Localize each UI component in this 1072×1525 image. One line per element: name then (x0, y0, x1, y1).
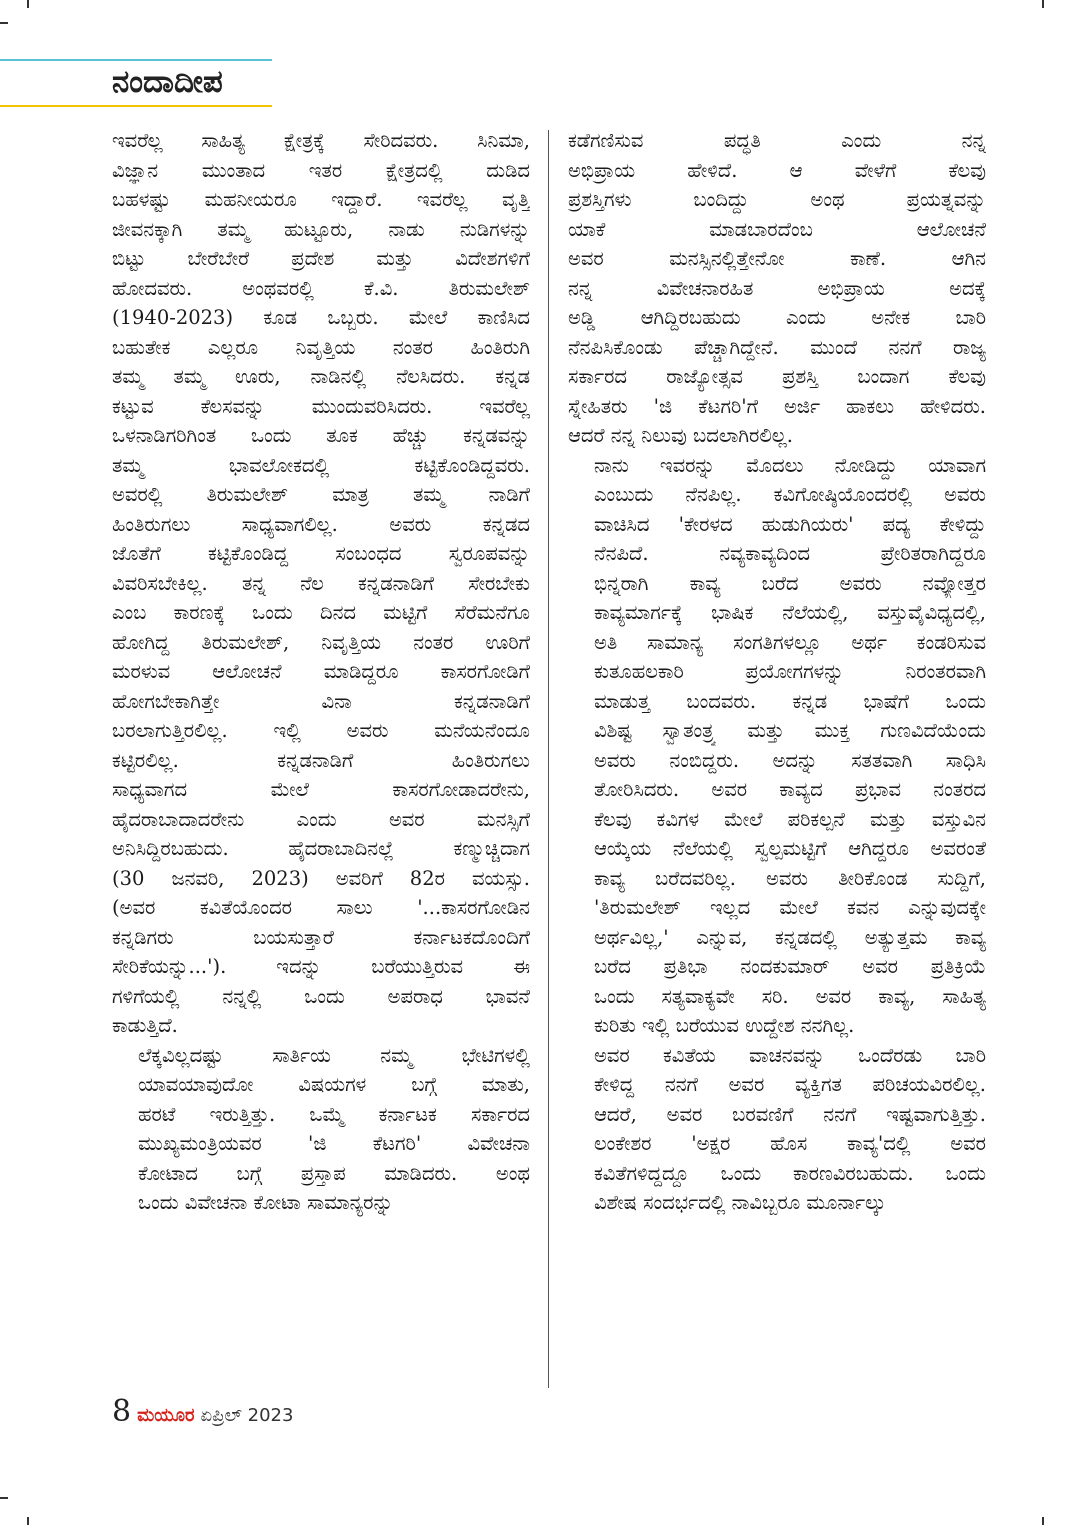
article-column-left (112, 126, 530, 1218)
text-line: ಅರ್ಥವಿಲ್ಲ,' ಎನ್ನುವ, ಕನ್ನಡದಲ್ಲಿ ಅತ್ಯುತ್ತಮ ಕಾವ್ಯ (594, 925, 986, 949)
text-line: ಅಭಿಪ್ರಾಯ ಹೇಳಿದೆ. ಆ ವೇಳೆಗೆ ಕೆಲವು (568, 158, 986, 182)
text-line: ವಿಶೇಷ ಸಂದರ್ಭದಲ್ಲಿ ನಾವಿಬ್ಬರೂ ಮೂರ್ನಾಲ್ಕು (594, 1191, 886, 1214)
text-line: ಅವರ ಮನಸ್ಸಿನಲ್ಲಿತ್ತೇನೋ ಕಾಣೆ. ಆಗಿನ (568, 247, 986, 270)
text-line: (ಅವರ ಕವಿತೆಯೊಂದರ ಸಾಲು '...ಕಾಸರಗೋಡಿನ (112, 896, 530, 919)
article-column-right (568, 126, 986, 1218)
text-line: ಕೆಲವು ಕವಿಗಳ ಮೇಲೆ ಪರಿಕಲ್ಪನೆ ಮತ್ತು ವಸ್ತುವಿನ (594, 807, 986, 831)
text-line: ವಿಶಿಷ್ಟ ಸ್ವಾತಂತ್ರ್ಯ ಮತ್ತು ಮುಕ್ತ ಗುಣವಿದೆಯೆಂದು (594, 719, 986, 742)
text-line: ಬರಲಾಗುತ್ತಿರಲಿಲ್ಲ. ಇಲ್ಲಿ ಅವರು ಮನೆಯನೆಂದೂ (112, 719, 530, 742)
text-line: ನಾನು ಇವರನ್ನು ಮೊದಲು ನೋಡಿದ್ದು ಯಾವಾಗ (594, 453, 986, 477)
text-line: ಕಟ್ಟುವ ಕೆಲಸವನ್ನು ಮುಂದುವರಿಸಿದರು. ಇವರೆಲ್ಲ (112, 394, 530, 418)
header-rule-top (0, 59, 272, 61)
paragraph (568, 1041, 986, 1218)
text-line: 'ತಿರುಮಲೇಶ್ ಇಲ್ಲದ ಮೇಲೆ ಕವನ ಎನ್ನುವುದಕ್ಕೇ (594, 896, 986, 919)
text-line: ಭಿನ್ನರಾಗಿ ಕಾವ್ಯ ಬರೆದ ಅವರು ನವ್ಯೋತ್ತರ (594, 571, 986, 595)
paragraph (112, 1041, 530, 1218)
text-line: ಲೆಕ್ಕವಿಲ್ಲದಷ್ಟು ಸಾರ್ತಿಯ ನಮ್ಮ ಭೇಟಿಗಳಲ್ಲಿ (138, 1043, 530, 1067)
crop-mark (1042, 0, 1044, 8)
text-line: ಅತಿ ಸಾಮಾನ್ಯ ಸಂಗತಿಗಳಲ್ಲೂ ಅರ್ಥ ಕಂಡರಿಸುವ (594, 630, 986, 654)
paragraph (568, 126, 986, 451)
text-line: ಒಂದು ವಿವೇಚನಾ ಕೋಟಾ ಸಾಮಾನ್ಯರನ್ನು (138, 1191, 394, 1214)
text-line: ಸ್ನೇಹಿತರು 'ಜಿ ಕೆಟಗರಿ'ಗೆ ಅರ್ಜಿ ಹಾಕಲು ಹೇಳಿದರು. (568, 394, 986, 418)
column-divider (548, 130, 549, 1388)
page-number: 8 (112, 1394, 132, 1429)
text-line: ಕನ್ನಡಿಗರು ಬಯಸುತ್ತಾರೆ ಕರ್ನಾಟಕದೊಂದಿಗೆ (112, 925, 530, 949)
text-line: ನೆನಪಿದೆ. ನವ್ಯಕಾವ್ಯದಿಂದ ಪ್ರೇರಿತರಾಗಿದ್ದರೂ (594, 542, 986, 565)
text-line: ಹೋಗಬೇಕಾಗಿತ್ತೇ ವಿನಾ ಕನ್ನಡನಾಡಿಗೆ (112, 689, 530, 713)
text-line: ಕಡೆಗಣಿಸುವ ಪದ್ಧತಿ ಎಂದು ನನ್ನ (568, 129, 986, 152)
text-line: ಸೇರಿಕೆಯನ್ನು...'). ಇದನ್ನು ಬರೆಯುತ್ತಿರುವ ಈ (112, 955, 530, 978)
text-line: ಸಾಧ್ಯವಾಗದ ಮೇಲೆ ಕಾಸರಗೋಡಾದರೇನು, (112, 778, 530, 801)
crop-mark (0, 22, 8, 24)
text-line: ಕುತೂಹಲಕಾರಿ ಪ್ರಯೋಗಗಳನ್ನು ನಿರಂತರವಾಗಿ (594, 660, 986, 683)
section-title: ನಂದಾದೀಪ (112, 64, 223, 100)
text-line: ಬಹಳಷ್ಟು ಮಹನೀಯರೂ ಇದ್ದಾರೆ. ಇವರೆಲ್ಲ ವೃತ್ತಿ (112, 188, 530, 211)
text-line: ಆದರೆ, ಅವರ ಬರವಣಿಗೆ ನನಗೆ ಇಷ್ಟವಾಗುತ್ತಿತ್ತು. (594, 1102, 986, 1126)
text-line: ನನ್ನ ವಿವೇಚನಾರಹಿತ ಅಭಿಪ್ರಾಯ ಅದಕ್ಕೆ (568, 276, 986, 300)
text-line: ಅಡ್ಡಿ ಆಗಿದ್ದಿರಬಹುದು ಎಂದು ಅನೇಕ ಬಾರಿ (568, 306, 986, 329)
text-line: ವಾಚಿಸಿದ 'ಕೇರಳದ ಹುಡುಗಿಯರು' ಪದ್ಯ ಕೇಳಿದ್ದು (594, 512, 986, 536)
text-line: ಇವರೆಲ್ಲ ಸಾಹಿತ್ಯ ಕ್ಷೇತ್ರಕ್ಕೆ ಸೇರಿದವರು. ಸಿನಿಮಾ, (112, 129, 530, 152)
text-line: ಒಂದು ಸತ್ಯವಾಕ್ಯವೇ ಸರಿ. ಅವರ ಕಾವ್ಯ, ಸಾಹಿತ್ಯ (594, 984, 986, 1008)
text-line: ಆಯ್ಕೆಯ ನೆಲೆಯಲ್ಲಿ ಸ್ವಲ್ಪಮಟ್ಟಿಗೆ ಆಗಿದ್ದರೂ ಅವರಂತೆ (594, 837, 986, 860)
text-line: ಎಂಬ ಕಾರಣಕ್ಕೆ ಒಂದು ದಿನದ ಮಟ್ಟಿಗೆ ಸೆರೆಮನೆಗೂ (112, 601, 530, 624)
text-line: ಮಾಡುತ್ತ ಬಂದವರು. ಕನ್ನಡ ಭಾಷೆಗೆ ಒಂದು (594, 689, 986, 713)
text-line: ಗಳಿಗೆಯಲ್ಲಿ ನನ್ನಲ್ಲಿ ಒಂದು ಅಪರಾಧ ಭಾವನೆ (112, 984, 530, 1008)
text-line: ಕೇಳಿದ್ದ ನನಗೆ ಅವರ ವ್ಯಕ್ತಿಗತ ಪರಿಚಯವಿರಲಿಲ್ಲ. (594, 1073, 986, 1096)
text-line: ಹೋದವರು. ಅಂಥವರಲ್ಲಿ ಕೆ.ವಿ. ತಿರುಮಲೇಶ್ (112, 276, 530, 300)
text-line: ಯಾವಯಾವುದೋ ವಿಷಯಗಳ ಬಗ್ಗೆ ಮಾತು, (138, 1073, 530, 1096)
text-line: ಯಾಕೆ ಮಾಡಬಾರದೆಂಬ ಆಲೋಚನೆ (568, 217, 986, 241)
text-line: ನೆನಪಿಸಿಕೊಂಡು ಪೆಚ್ಚಾಗಿದ್ದೇನೆ. ಮುಂದೆ ನನಗೆ ರಾಜ್ಯ (568, 335, 986, 359)
text-line: ಸರ್ಕಾರದ ರಾಜ್ಯೋತ್ಸವ ಪ್ರಶಸ್ತಿ ಬಂದಾಗ ಕೆಲವು (568, 365, 986, 388)
text-line: ತಮ್ಮ ತಮ್ಮ ಊರು, ನಾಡಿನಲ್ಲಿ ನೆಲಸಿದರು. ಕನ್ನಡ (112, 365, 530, 388)
text-line: ಜೊತೆಗೆ ಕಟ್ಟಿಕೊಂಡಿದ್ದ ಸಂಬಂಧದ ಸ್ವರೂಪವನ್ನು (112, 542, 530, 565)
text-line: ಕಾವ್ಯ ಬರೆದವರಿಲ್ಲ. ಅವರು ತೀರಿಕೊಂಡ ಸುದ್ದಿಗೆ, (594, 866, 986, 890)
text-line: ವಿವರಿಸಬೇಕಿಲ್ಲ. ತನ್ನ ನೆಲ ಕನ್ನಡನಾಡಿಗೆ ಸೇರಬೇಕು (112, 571, 530, 595)
paragraph (568, 451, 986, 1041)
crop-mark (1042, 1517, 1044, 1525)
text-line: ಬರೆದ ಪ್ರತಿಭಾ ನಂದಕುಮಾರ್ ಅವರ ಪ್ರತಿಕ್ರಿಯೆ (594, 955, 986, 978)
text-line: ಅನಿಸಿದ್ದಿರಬಹುದು. ಹೈದರಾಬಾದಿನಲ್ಲೆ ಕಣ್ಮುಚ್ಚಿದಾಗ (112, 837, 530, 860)
issue-date: ಏಪ್ರಿಲ್ 2023 (200, 1405, 294, 1426)
paragraph (112, 126, 530, 1041)
text-line: ಹೋಗಿದ್ದ ತಿರುಮಲೇಶ್, ನಿವೃತ್ತಿಯ ನಂತರ ಊರಿಗೆ (112, 630, 530, 654)
text-line: ಅವರು ನಂಬಿದ್ದರು. ಅದನ್ನು ಸತತವಾಗಿ ಸಾಧಿಸಿ (594, 748, 986, 772)
text-line: ಕೋಟಾದ ಬಗ್ಗೆ ಪ್ರಸ್ತಾಪ ಮಾಡಿದರು. ಅಂಥ (138, 1161, 530, 1185)
magazine-logo: ಮಯೂರ (137, 1405, 195, 1426)
text-line: ಹರಟೆ ಇರುತ್ತಿತ್ತು. ಒಮ್ಮೆ ಕರ್ನಾಟಕ ಸರ್ಕಾರದ (138, 1102, 530, 1126)
text-line: ಬಹುತೇಕ ಎಲ್ಲರೂ ನಿವೃತ್ತಿಯ ನಂತರ ಹಿಂತಿರುಗಿ (112, 335, 530, 359)
text-line: ಎಂಬುದು ನೆನಪಿಲ್ಲ. ಕವಿಗೋಷ್ಠಿಯೊಂದರಲ್ಲಿ ಅವರು (594, 483, 986, 506)
text-line: ಕಟ್ಟಿರಲಿಲ್ಲ. ಕನ್ನಡನಾಡಿಗೆ ಹಿಂತಿರುಗಲು (112, 748, 530, 772)
text-line: ಕಾವ್ಯಮಾರ್ಗಕ್ಕೆ ಭಾಷಿಕ ನೆಲೆಯಲ್ಲಿ, ವಸ್ತುವೈವಿಧ್ಯದಲ್ಲಿ, (594, 601, 986, 624)
header-rule-bottom (0, 105, 272, 107)
text-line: ಲಂಕೇಶರ 'ಅಕ್ಷರ ಹೊಸ ಕಾವ್ಯ'ದಲ್ಲಿ ಅವರ (594, 1132, 986, 1155)
text-line: (30 ಜನವರಿ, 2023) ಅವರಿಗೆ 82ರ ವಯಸ್ಸು. (112, 866, 530, 890)
text-line: ಮುಖ್ಯಮಂತ್ರಿಯವರ 'ಜಿ ಕೆಟಗರಿ' ವಿವೇಚನಾ (138, 1132, 530, 1155)
text-line: ತಮ್ಮ ಭಾವಲೋಕದಲ್ಲಿ ಕಟ್ಟಿಕೊಂಡಿದ್ದವರು. (112, 453, 530, 477)
crop-mark (27, 1517, 29, 1525)
text-line: (1940-2023) ಕೂಡ ಒಬ್ಬರು. ಮೇಲೆ ಕಾಣಿಸಿದ (112, 306, 530, 329)
text-line: ಬಿಟ್ಟು ಬೇರೆಬೇರೆ ಪ್ರದೇಶ ಮತ್ತು ವಿದೇಶಗಳಿಗೆ (112, 247, 530, 270)
crop-mark (0, 1497, 8, 1499)
text-line: ಅವರಲ್ಲಿ ತಿರುಮಲೇಶ್ ಮಾತ್ರ ತಮ್ಮ ನಾಡಿಗೆ (112, 483, 530, 506)
crop-mark (27, 0, 29, 8)
text-line: ಕವಿತೆಗಳಿದ್ದದ್ದೂ ಒಂದು ಕಾರಣವಿರಬಹುದು. ಒಂದು (594, 1161, 986, 1185)
text-line: ಆದರೆ ನನ್ನ ನಿಲುವು ಬದಲಾಗಿರಲಿಲ್ಲ. (568, 424, 793, 447)
text-line: ಮರಳುವ ಆಲೋಚನೆ ಮಾಡಿದ್ದರೂ ಕಾಸರಗೋಡಿಗೆ (112, 660, 530, 683)
page-footer (112, 1394, 293, 1429)
text-line: ಒಳನಾಡಿಗರಿಗಿಂತ ಒಂದು ತೂಕ ಹೆಚ್ಚು ಕನ್ನಡವನ್ನು (112, 424, 530, 447)
text-line: ಪ್ರಶಸ್ತಿಗಳು ಬಂದಿದ್ದು ಅಂಥ ಪ್ರಯತ್ನವನ್ನು (568, 188, 986, 211)
text-line: ತೋರಿಸಿದರು. ಅವರ ಕಾವ್ಯದ ಪ್ರಭಾವ ನಂತರದ (594, 778, 986, 801)
text-line: ಹೈದರಾಬಾದಾದರೇನು ಎಂದು ಅವರ ಮನಸ್ಸಿಗೆ (112, 807, 530, 831)
text-line: ಜೀವನಕ್ಕಾಗಿ ತಮ್ಮ ಹುಟ್ಟೂರು, ನಾಡು ನುಡಿಗಳನ್ನು (112, 217, 530, 241)
text-line: ಅವರ ಕವಿತೆಯ ವಾಚನವನ್ನು ಒಂದೆರಡು ಬಾರಿ (594, 1043, 986, 1067)
text-line: ಕಾಡುತ್ತಿದೆ. (112, 1014, 178, 1037)
text-line: ಹಿಂತಿರುಗಲು ಸಾಧ್ಯವಾಗಲಿಲ್ಲ. ಅವರು ಕನ್ನಡದ (112, 512, 530, 536)
text-line: ಕುರಿತು ಇಲ್ಲಿ ಬರೆಯುವ ಉದ್ದೇಶ ನನಗಿಲ್ಲ. (594, 1014, 855, 1037)
text-line: ವಿಜ್ಞಾನ ಮುಂತಾದ ಇತರ ಕ್ಷೇತ್ರದಲ್ಲಿ ದುಡಿದ (112, 158, 530, 182)
